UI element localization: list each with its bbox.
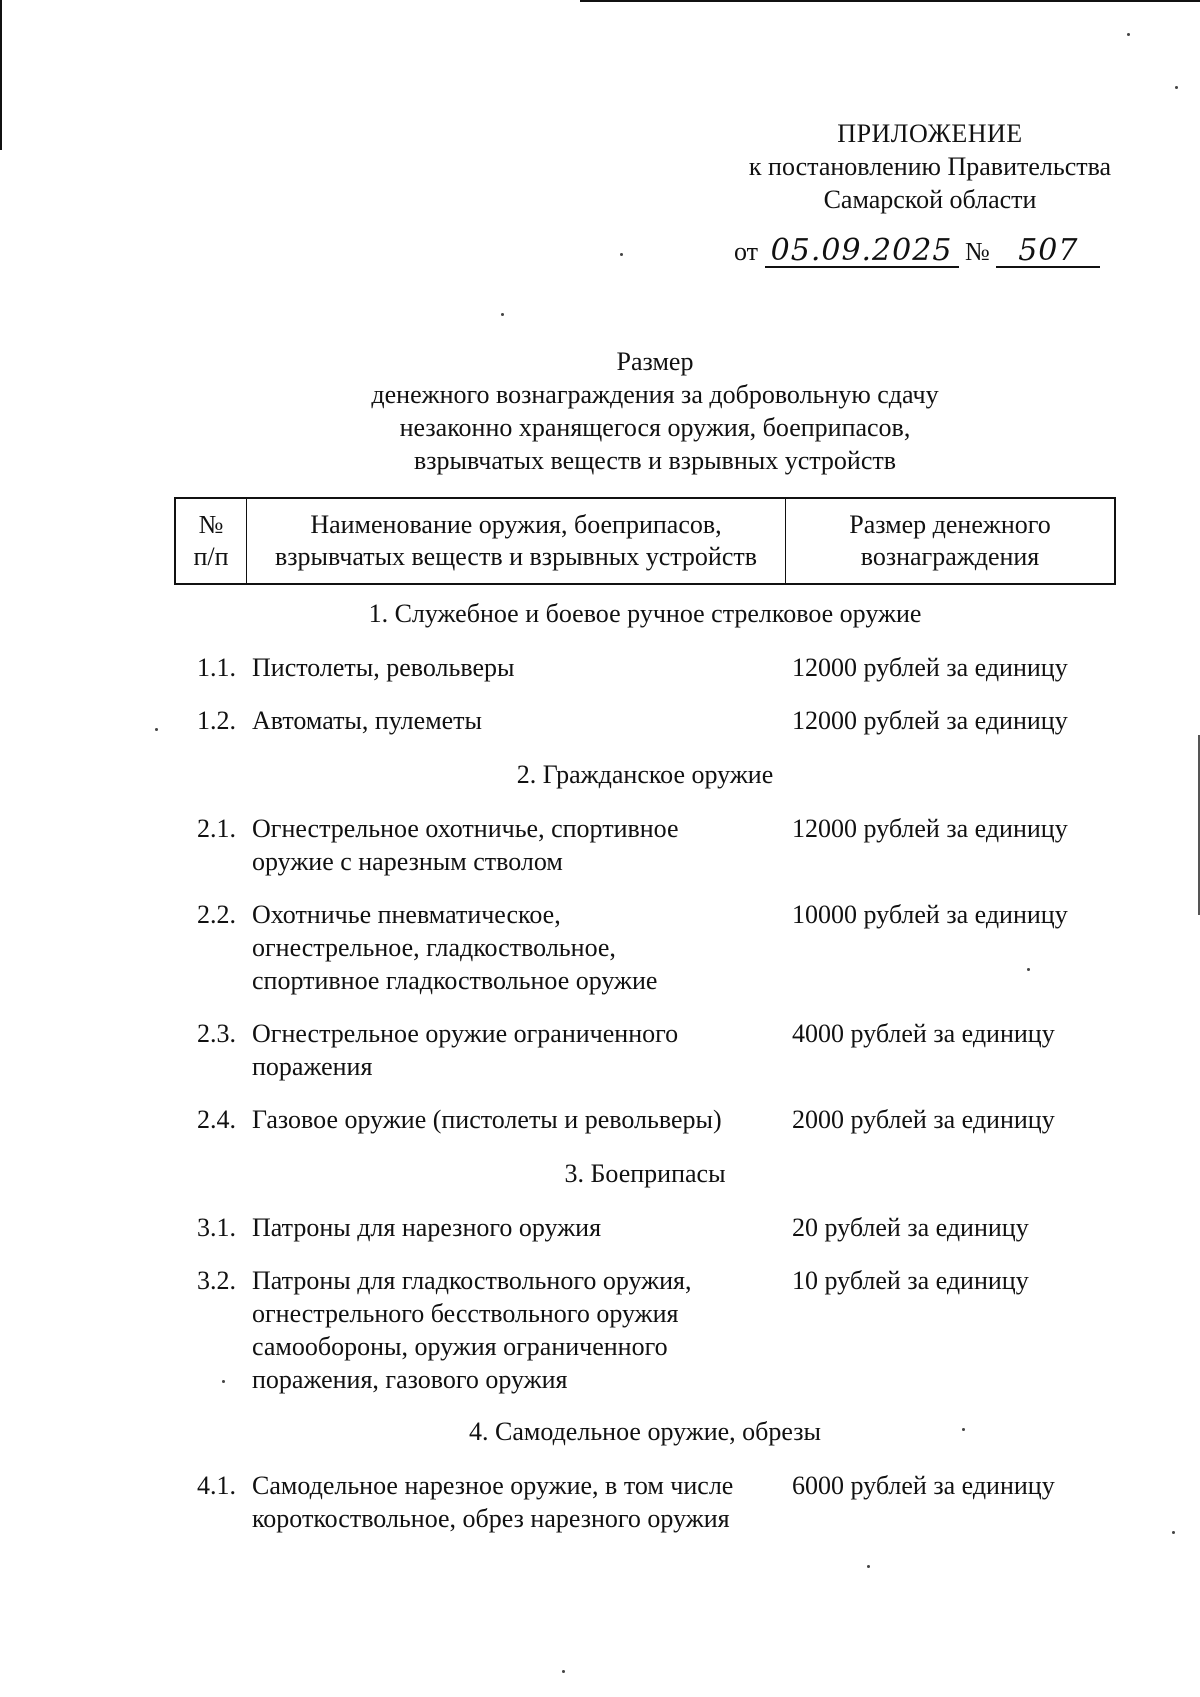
row-name <box>252 1211 782 1244</box>
row-name-line: огнестрельного бесствольного оружия <box>252 1299 679 1328</box>
appendix-line-1: к постановлению Правительства <box>748 152 1112 181</box>
number-prefix: № <box>965 237 990 266</box>
row-name-line: поражения, газового оружия <box>252 1365 568 1394</box>
header-amount-column <box>786 499 1114 583</box>
header-number-column <box>176 499 247 583</box>
row-name-line: Пистолеты, револьверы <box>252 653 515 682</box>
row-name <box>252 812 782 878</box>
appendix-title: ПРИЛОЖЕНИЕ <box>837 119 1023 148</box>
header-name-line-2: взрывчатых веществ и взрывных устройств <box>274 542 758 571</box>
header-amount-line-1: Размер денежного <box>849 510 1051 539</box>
row-number: 2.3. <box>197 1019 236 1048</box>
row-amount: 4000 рублей за единицу <box>792 1019 1055 1048</box>
row-number: 3.1. <box>197 1213 236 1242</box>
header-name-column <box>247 499 786 583</box>
document-title-line-3: незаконно хранящегося оружия, боеприпасов, <box>399 413 911 442</box>
row-amount: 12000 рублей за единицу <box>792 814 1068 843</box>
row-name-line: оружие с нарезным стволом <box>252 847 563 876</box>
row-name <box>252 704 782 737</box>
row-name <box>252 1017 782 1083</box>
row-number: 2.1. <box>197 814 236 843</box>
section-title: 4. Самодельное оружие, обрезы <box>468 1417 821 1446</box>
row-amount: 12000 рублей за единицу <box>792 706 1068 735</box>
appendix-header <box>700 117 1160 216</box>
header-amount-line-2: вознаграждения <box>860 542 1040 571</box>
row-name-line: поражения <box>252 1052 373 1081</box>
scan-speck <box>1127 33 1130 36</box>
row-name-line: короткоствольное, обрез нарезного оружия <box>252 1504 730 1533</box>
header-name-line-1: Наименование оружия, боеприпасов, <box>310 510 722 539</box>
row-name-line: огнестрельное, гладкоствольное, <box>252 933 616 962</box>
registration-line <box>734 232 1100 272</box>
row-number: 3.2. <box>197 1266 236 1295</box>
row-amount: 2000 рублей за единицу <box>792 1105 1055 1134</box>
row-name <box>252 1264 782 1396</box>
scan-speck <box>222 1380 225 1383</box>
header-number-line-2: п/п <box>193 542 229 571</box>
row-name-line: самообороны, оружия ограниченного <box>252 1332 668 1361</box>
document-title-line-4: взрывчатых веществ и взрывных устройств <box>413 446 897 475</box>
section-title: 3. Боеприпасы <box>564 1159 726 1188</box>
row-number: 1.2. <box>197 706 236 735</box>
date-prefix: от <box>734 237 759 266</box>
scan-speck <box>620 253 623 256</box>
document-title <box>200 345 1110 477</box>
handwritten-number: 507 <box>996 236 1100 268</box>
row-amount: 20 рублей за единицу <box>792 1213 1029 1242</box>
row-number: 2.4. <box>197 1105 236 1134</box>
header-number-line-1: № <box>198 510 224 539</box>
row-name-line: Газовое оружие (пистолеты и револьверы) <box>252 1105 722 1134</box>
row-name-line: Охотничье пневматическое, <box>252 900 561 929</box>
section-title: 1. Служебное и боевое ручное стрелковое оружие <box>368 599 922 628</box>
document-title-line-1: Размер <box>616 347 694 376</box>
scan-edge-top <box>580 0 1200 2</box>
scan-speck <box>867 1565 870 1568</box>
row-amount: 12000 рублей за единицу <box>792 653 1068 682</box>
table-header <box>174 497 1116 585</box>
row-name-line: Патроны для нарезного оружия <box>252 1213 602 1242</box>
row-name-line: Самодельное нарезное оружие, в том числе <box>252 1471 734 1500</box>
scan-speck <box>1172 1531 1175 1534</box>
row-name-line: Огнестрельное охотничье, спортивное <box>252 814 679 843</box>
row-name-line: Автоматы, пулеметы <box>252 706 483 735</box>
row-name <box>252 651 782 684</box>
document-title-line-2: денежного вознаграждения за добровольную сдачу <box>371 380 939 409</box>
scan-speck <box>962 1428 965 1431</box>
row-name-line: спортивное гладкоствольное оружие <box>252 966 658 995</box>
row-name <box>252 1469 782 1535</box>
row-name <box>252 1103 782 1136</box>
handwritten-date: 05.09.2025 <box>765 236 959 268</box>
scan-speck <box>1027 968 1030 971</box>
scan-edge-left <box>0 0 2 150</box>
row-name <box>252 898 782 997</box>
scan-speck <box>501 313 504 316</box>
row-amount: 10000 рублей за единицу <box>792 900 1068 929</box>
row-number: 4.1. <box>197 1471 236 1500</box>
row-number: 1.1. <box>197 653 236 682</box>
row-number: 2.2. <box>197 900 236 929</box>
appendix-line-2: Самарской области <box>823 185 1037 214</box>
row-amount: 6000 рублей за единицу <box>792 1471 1055 1500</box>
row-amount: 10 рублей за единицу <box>792 1266 1029 1295</box>
row-name-line: Огнестрельное оружие ограниченного <box>252 1019 679 1048</box>
section-title: 2. Гражданское оружие <box>516 760 774 789</box>
scan-speck <box>155 728 158 731</box>
row-name-line: Патроны для гладкоствольного оружия, <box>252 1266 692 1295</box>
scan-speck <box>562 1670 565 1673</box>
scan-speck <box>1175 86 1178 89</box>
